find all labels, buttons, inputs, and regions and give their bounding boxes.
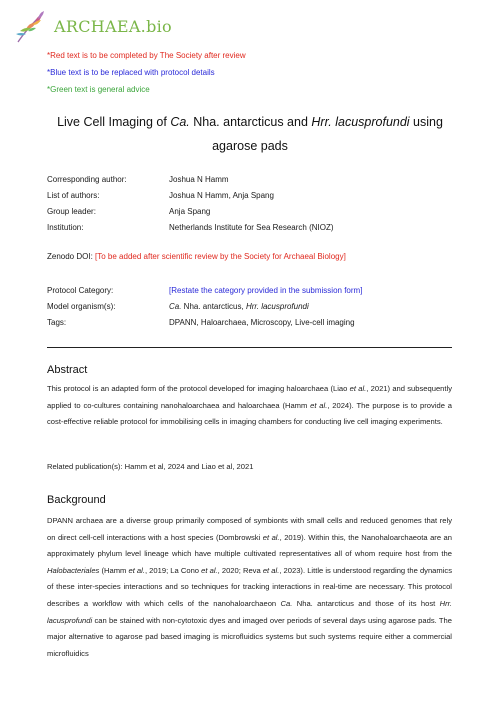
note-green: *Green text is general advice bbox=[47, 85, 150, 94]
section-divider bbox=[47, 347, 452, 348]
meta-row bbox=[47, 188, 457, 204]
zenodo-label: Zenodo DOI: bbox=[47, 252, 96, 261]
protocol-title: Live Cell Imaging of Ca. Nha. antarcticus and Hrr. lacusprofundi using agarose pads bbox=[57, 115, 443, 153]
background-text: DPANN archaea are a diverse group primarily composed of symbionts with small cells and reduced genomes that rely on direct cell-cell interactions with a host species (Dombrowski et al., 2019). Within this, the Nanohaloarchaeota are an approximately phylum level lineage which have multiple cultivated representatives all of whom require host from the Halobacteriales (Hamm et al., 2019; La Cono et al., 2020; Reva et al., 2023). Little is understood regarding the dynamics of these inter-species interactions and so techniques for tracking interactions in real-time are necessary. This protocol describes a workflow with which cells of the nanohaloarchaeon Ca. Nha. antarcticus and those of its host Hrr. lacusprofundi can be stained with non-cytotoxic dyes and imaged over periods of several days using agarose pads. The major alternative to agarose pad based imaging is microfluidics systems but such systems require either a commercial microfluidics bbox=[47, 516, 453, 658]
protocol-details bbox=[47, 283, 457, 331]
meta-key: Group leader: bbox=[47, 207, 96, 216]
archaea-bio-logo[interactable] bbox=[12, 8, 212, 48]
logo-text: ARCHAEA.bio bbox=[54, 17, 172, 36]
category-key: Protocol Category: bbox=[47, 286, 114, 295]
tags-key: Tags: bbox=[47, 318, 67, 327]
template-notes bbox=[47, 47, 246, 98]
organism-value: Ca. Nha. antarcticus, Hrr. lacusprofundi bbox=[169, 302, 309, 311]
meta-value: Anja Spang bbox=[169, 207, 211, 216]
abstract-heading: Abstract bbox=[47, 364, 88, 376]
meta-key: Corresponding author: bbox=[47, 175, 127, 184]
note-red: *Red text is to be completed by The Society after review bbox=[47, 51, 246, 60]
archaea-leaf-icon bbox=[12, 8, 52, 48]
abstract-text: This protocol is an adapted form of the protocol developed for imaging haloarchaea (Liao et al., 2021) and subsequently applied to co-cultures containing nanohaloarchaea and haloarchaea (Hamm et al., 2024). The purpose is to provide a cost-effective reliable protocol for immobilising cells in imaging chambers for conducting live cell imaging experiments. bbox=[47, 384, 453, 427]
meta-key: List of authors: bbox=[47, 191, 100, 200]
meta-value: Joshua N Hamm bbox=[169, 175, 229, 184]
meta-row bbox=[47, 299, 457, 315]
meta-row bbox=[47, 204, 457, 220]
zenodo-doi bbox=[47, 252, 346, 261]
related-publications bbox=[47, 462, 253, 471]
category-value: [Restate the category provided in the submission form] bbox=[169, 286, 363, 295]
note-blue: *Blue text is to be replaced with protocol details bbox=[47, 68, 215, 77]
background-heading: Background bbox=[47, 494, 106, 506]
author-details bbox=[47, 172, 457, 236]
related-value: Hamm et al, 2024 and Liao et al, 2021 bbox=[122, 462, 254, 471]
tags-value: DPANN, Haloarchaea, Microscopy, Live-cell imaging bbox=[169, 318, 355, 327]
meta-value: Joshua N Hamm, Anja Spang bbox=[169, 191, 274, 200]
organism-key: Model organism(s): bbox=[47, 302, 116, 311]
zenodo-value: [To be added after scientific review by the Society for Archaeal Biology] bbox=[95, 252, 346, 261]
meta-row bbox=[47, 172, 457, 188]
related-label: Related publication(s): bbox=[47, 462, 123, 471]
meta-value: Netherlands Institute for Sea Research (NIOZ) bbox=[169, 223, 334, 232]
meta-row bbox=[47, 220, 457, 236]
meta-key: Institution: bbox=[47, 223, 84, 232]
meta-row bbox=[47, 315, 457, 331]
meta-row bbox=[47, 283, 457, 299]
